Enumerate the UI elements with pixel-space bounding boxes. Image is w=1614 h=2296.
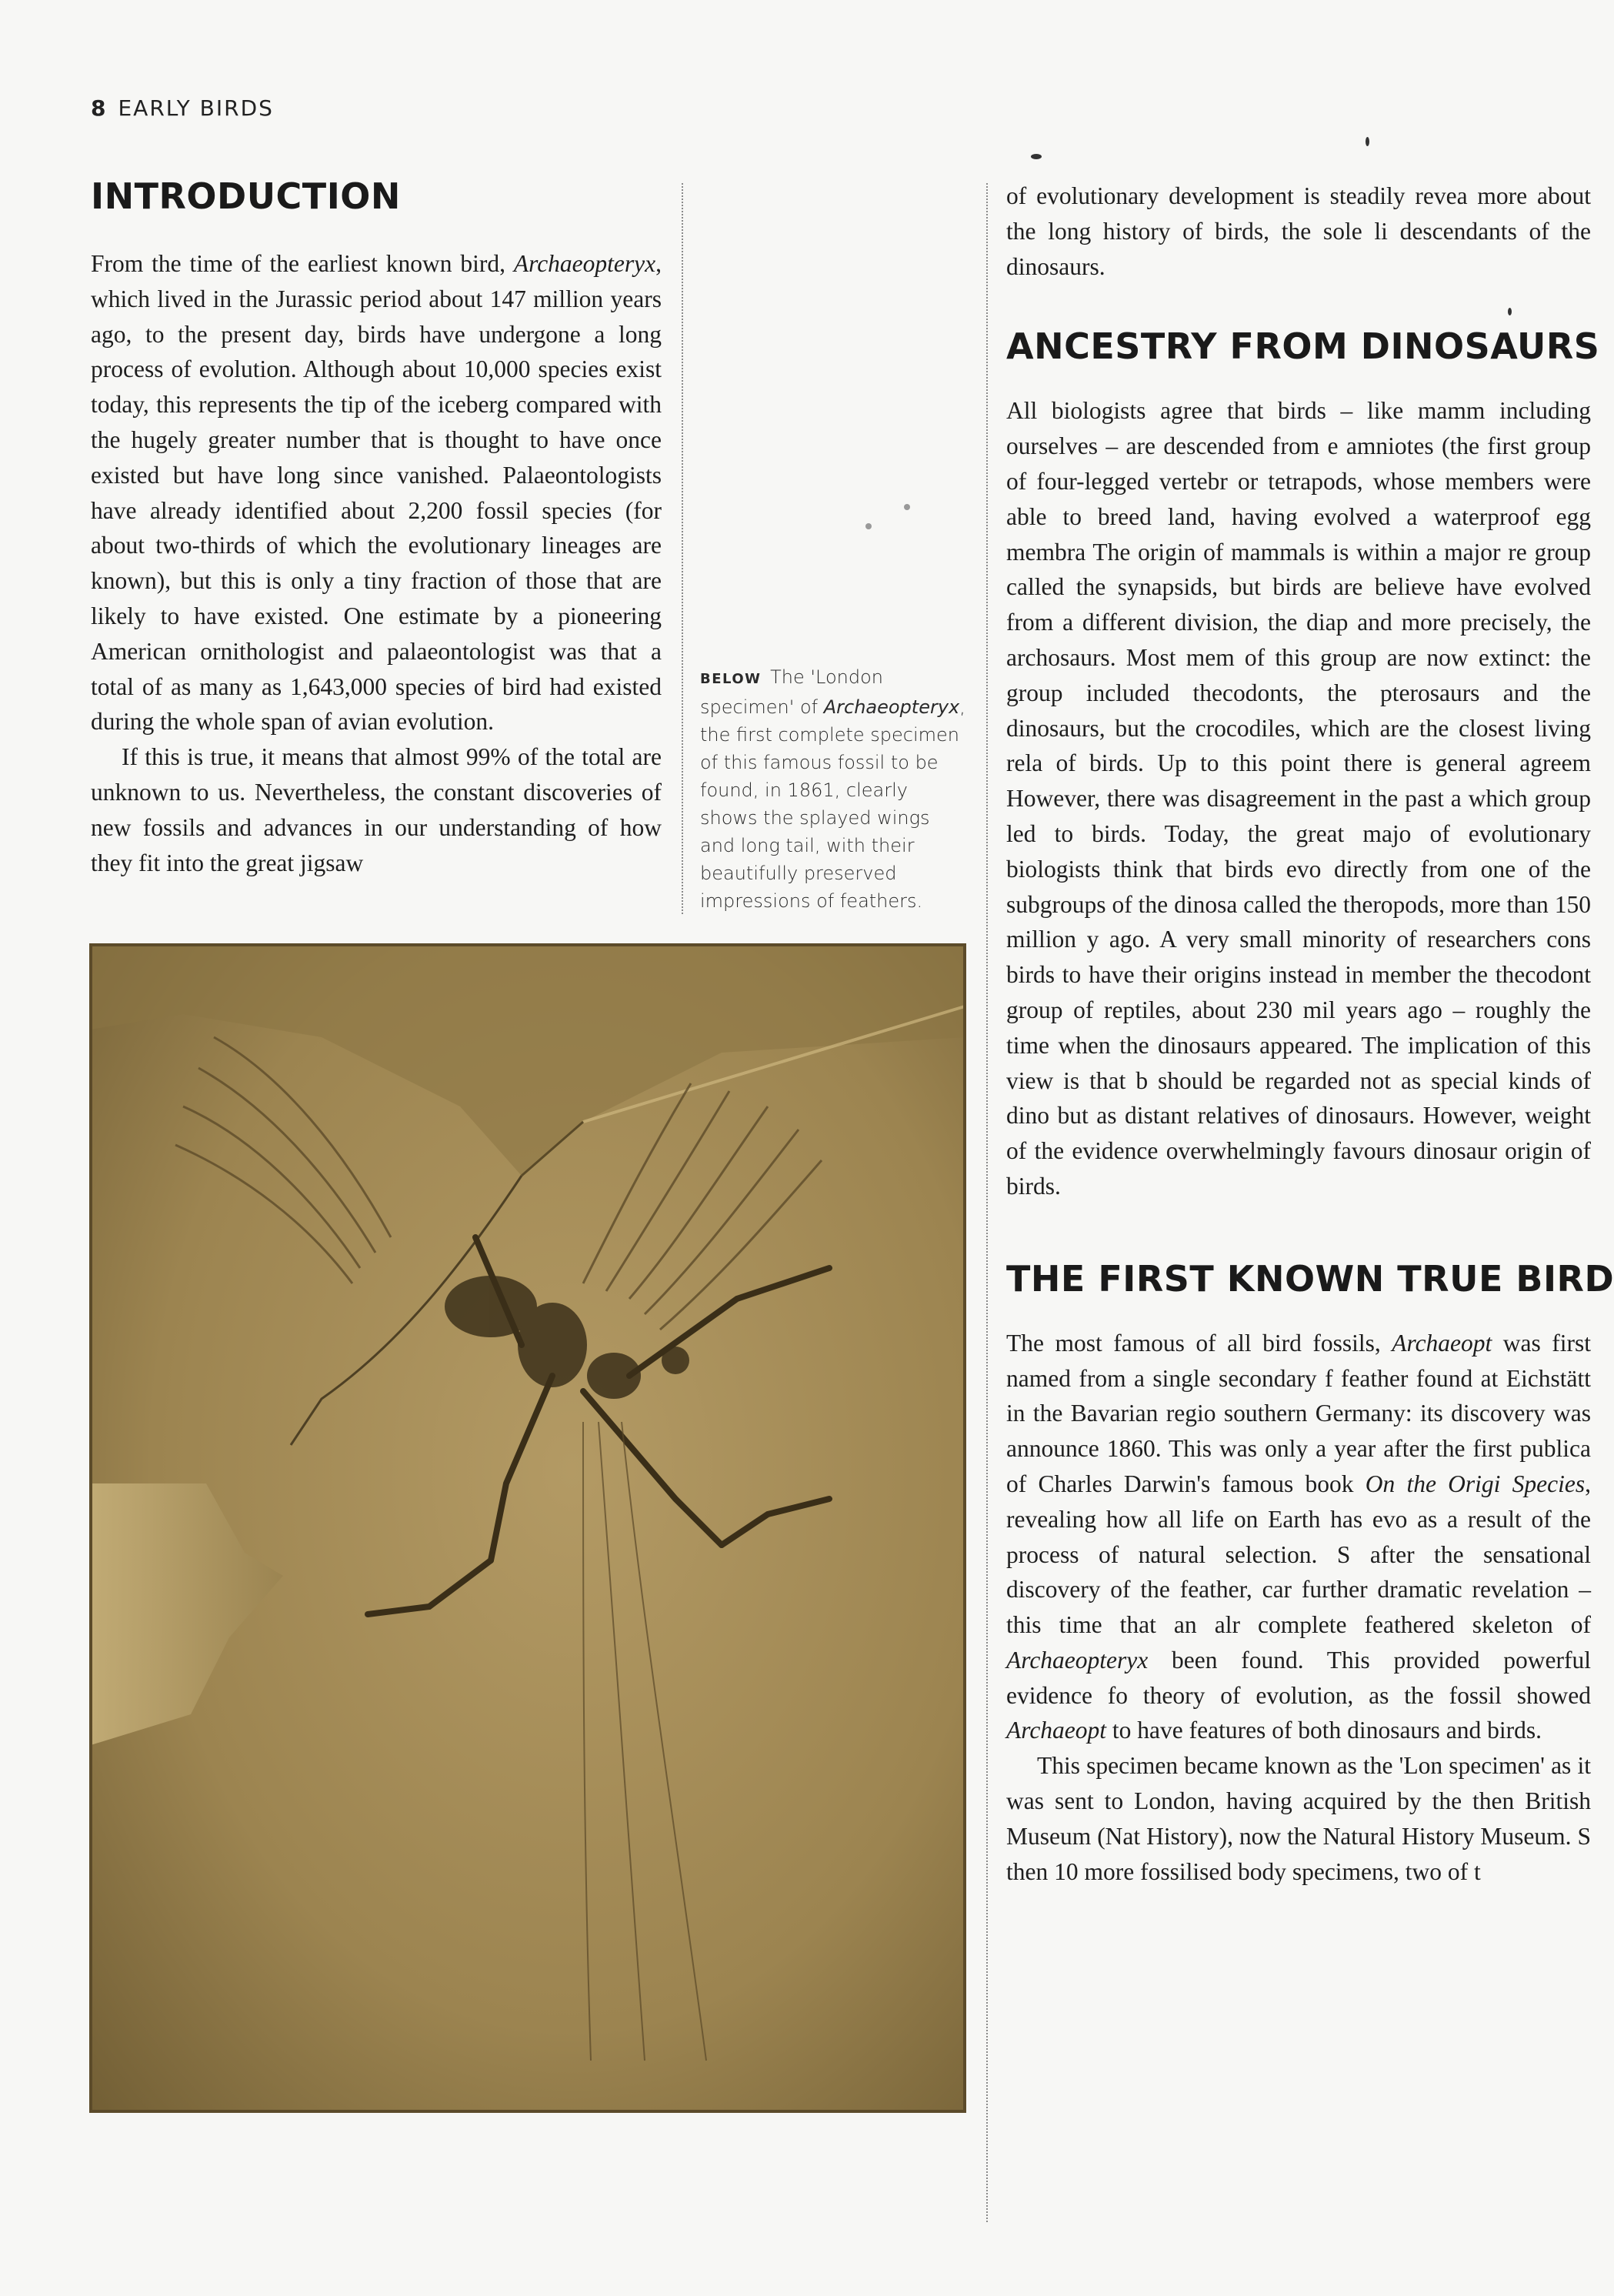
caption-label: BELOW [700, 671, 762, 687]
first-bird-paragraph-2: This specimen became known as the 'Lon specimen' as it was sent to London, having acquired by the then British Museum (Nat History), now the Natural History Museum. S then 10 more fossilised body specimens, two of t [1006, 1752, 1591, 1885]
first-p1-text-e: to have features of both dinosaurs and birds. [1106, 1717, 1542, 1744]
continued-paragraph: of evolutionary development is steadily revea more about the long history of birds, the sole li descendants of the dinosaurs. [1006, 182, 1591, 280]
intro-paragraph-1 [91, 246, 662, 739]
first-p1-text-c: , revealing how all life on Earth has evo as a result of the process of natural selection. S after the sensational discovery of the feather, car further dramatic revelation – this time that an alr complete feathered skeleton of [1006, 1470, 1591, 1639]
archaeopteryx-fossil-photo [91, 945, 965, 2111]
ancestry-paragraph: All biologists agree that birds – like mamm including ourselves – are descended from e amniotes (the first group of four-legged vertebr or tetrapods, whose members were able to breed land, having evolved a waterproof egg membra The origin of mammals is within a major re group called the synapsids, but birds are believe have evolved from a different division, the diap and more precisely, the archosaurs. Most mem of this group are now extinct: the group included thecodonts, the pterosaurs and the dinosaurs, but the crocodiles, which are the closest living rela of birds. Up to this point there is general agreem However, there was disagreement in the past a which group led to birds. Today, the great majo of evolutionary biologists think that birds evo directly from one of the subgroups of the dinosa called the theropods, more than 150 million y ago. A very small minority of researchers cons birds to have their origins instead in member the thecodont group of reptiles, about 230 mil years ago – roughly the time when the dinosaurs appeared. The implication of this view is that b should be regarded not as special kinds of dino but as distant relatives of dinosaurs. However, weight of the evidence overwhelmingly favours dinosaur origin of birds. [1006, 397, 1591, 1200]
intro-p1-text-b: , which lived in the Jurassic period about 147 million years ago, to the present day, birds have undergone a long process of evolution. Although about 10,000 species exist today, this represents the tip of the iceberg compared with the hugely greater number that is thought to have once existed but have long since vanished. Palaeontologists have already identified about 2,200 fossil species (for about two-thirds of which the evolutionary lineages are known), but this is only a tiny fraction of those that are likely to have existed. One estimate by a pioneering American ornithologist and palaeontologist was that a total of as many as 1,643,000 species of bird had existed during the whole span of avian evolution. [91, 250, 662, 736]
first-p1-italic-4: Archaeopt [1006, 1717, 1107, 1744]
column-divider-right [986, 183, 988, 2222]
first-p1-italic-2: On the Origi Species [1365, 1470, 1586, 1497]
intro-p1-italic: Archaeopteryx [513, 250, 656, 277]
left-column [91, 175, 662, 880]
running-header [91, 95, 274, 121]
first-p1-italic-1: Archaeopt [1392, 1329, 1492, 1357]
first-p1-text-d: been found. This provided powerful evidence fo theory of evolution, as the fossil showed [1006, 1646, 1591, 1709]
first-p1-text-a: The most famous of all bird fossils, [1006, 1329, 1392, 1357]
caption-text-b: , the first complete specimen of this famous fossil to be found, in 1861, clearly shows the splayed wings and long tail, with their beautifully preserved impressions of feathers. [700, 696, 965, 912]
introduction-heading: INTRODUCTION [91, 175, 401, 217]
page-number: 8 [91, 95, 108, 121]
first-p1-text-b: was first named from a single secondary f feather found at Eichstätt in the Bavarian regio southern Germany: its discovery was announce 1860. This was only a year after the first publica of Charles Darwin's famous book [1006, 1329, 1592, 1497]
caption-italic: Archaeopteryx [823, 696, 960, 718]
first-p1-italic-3: Archaeopteryx [1006, 1646, 1149, 1674]
caption-text-a: The 'London specimen' of [700, 666, 883, 718]
first-bird-paragraph-1 [1006, 1326, 1591, 1749]
first-bird-heading: THE FIRST KNOWN TRUE BIRD [1006, 1257, 1614, 1300]
fossil-illustration [91, 945, 965, 2111]
photo-caption [700, 663, 965, 915]
column-divider-left [682, 183, 683, 914]
running-title: EARLY BIRDS [118, 95, 274, 121]
intro-p1-text-a: From the time of the earliest known bird, [91, 250, 514, 277]
intro-paragraph-2: If this is true, it means that almost 99% of the total are unknown to us. Nevertheless, the constant discoveries of new fossils and advances in our understanding of how they fit into the great jigsaw [91, 743, 662, 876]
right-column [1006, 179, 1614, 1889]
ancestry-heading: ANCESTRY FROM DINOSAURS [1006, 325, 1600, 368]
